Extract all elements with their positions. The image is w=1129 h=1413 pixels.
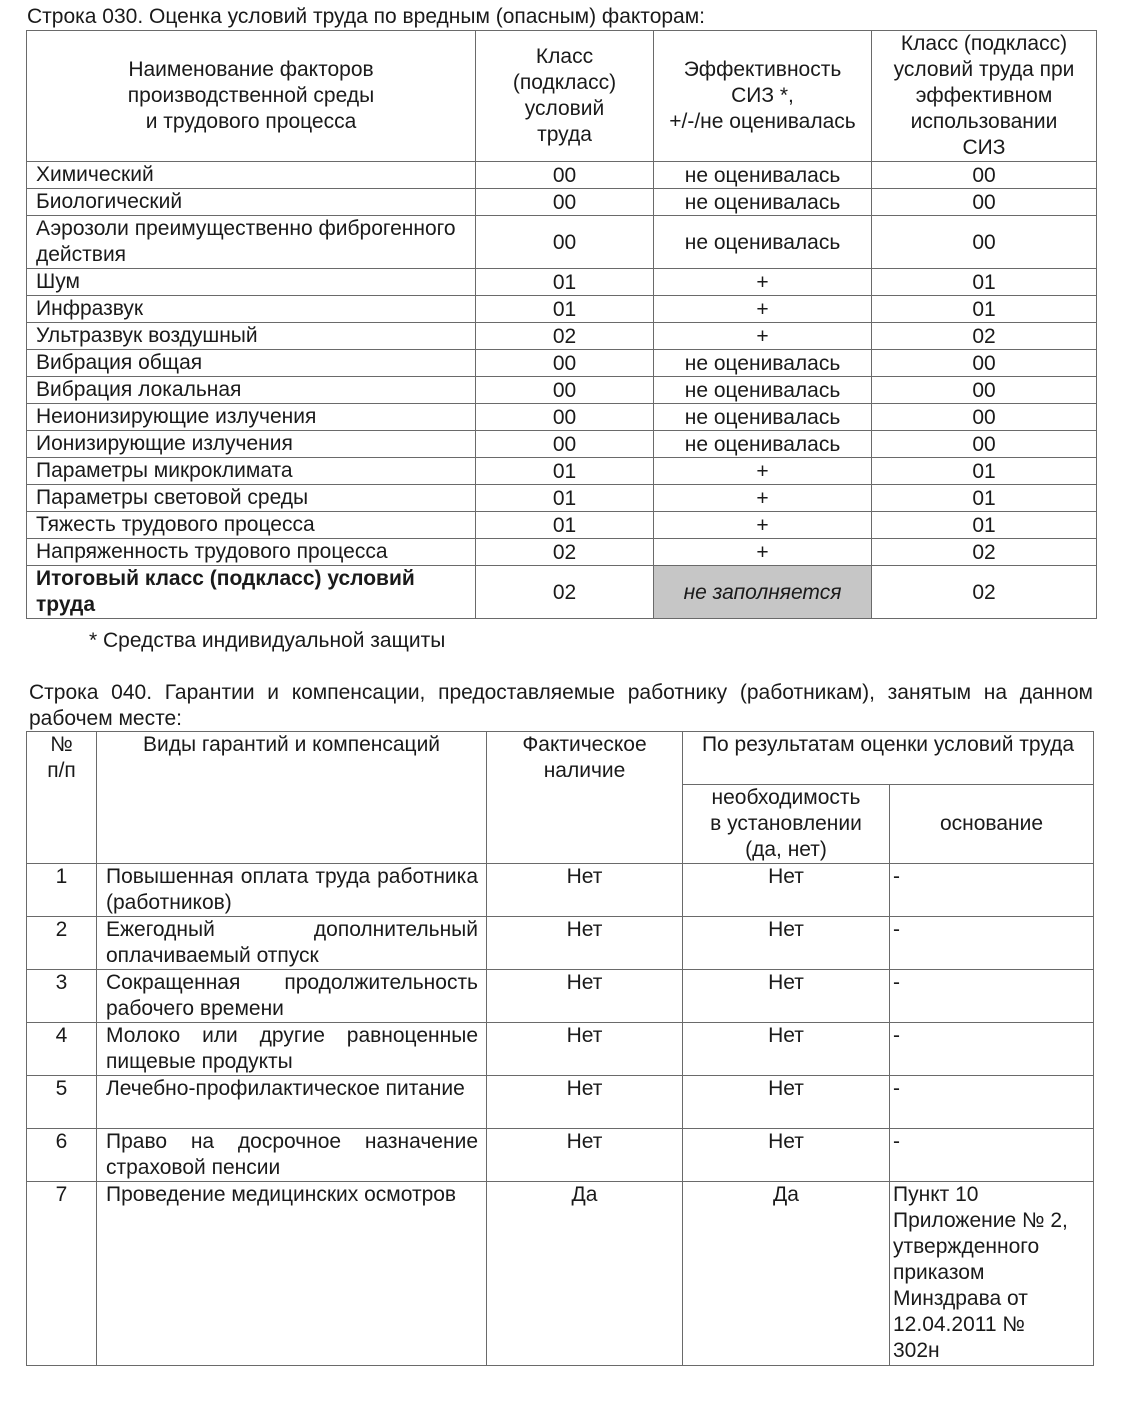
factor-class-ppe: 02	[872, 323, 1097, 350]
factor-class: 01	[476, 296, 654, 323]
guarantee-necessity: Да	[683, 1182, 890, 1366]
factor-name: Неионизирующие излучения	[27, 404, 476, 431]
factor-class-ppe: 00	[872, 404, 1097, 431]
factor-efficiency: +	[654, 458, 872, 485]
guarantee-basis: Пункт 10 Приложение № 2, утвержденного приказом Минздрава от 12.04.2011 № 302н	[890, 1182, 1094, 1366]
factor-name: Напряженность трудового процесса	[27, 539, 476, 566]
guarantee-actual: Нет	[487, 917, 683, 970]
factor-row	[27, 323, 1097, 350]
factor-class-ppe: 02	[872, 539, 1097, 566]
factor-name: Вибрация общая	[27, 350, 476, 377]
factor-row	[27, 458, 1097, 485]
header-class: Класс (подкласс) условий труда	[476, 31, 654, 162]
factor-row	[27, 539, 1097, 566]
factor-row	[27, 162, 1097, 189]
factor-name: Инфразвук	[27, 296, 476, 323]
factor-efficiency: +	[654, 512, 872, 539]
header-ppe-efficiency: Эффективность СИЗ *, +/-/не оценивалась	[654, 31, 872, 162]
factor-class-ppe: 00	[872, 431, 1097, 458]
guarantee-number: 1	[27, 864, 97, 917]
factor-efficiency: не оценивалась	[654, 404, 872, 431]
guarantee-actual: Да	[487, 1182, 683, 1366]
header-guarantee-kind: Виды гарантий и компенсаций	[97, 732, 487, 864]
header-necessity: необходимость в установлении (да, нет)	[683, 785, 890, 864]
guarantee-necessity: Нет	[683, 864, 890, 917]
factor-efficiency: не оценивалась	[654, 431, 872, 458]
factor-class: 00	[476, 189, 654, 216]
guarantee-number: 3	[27, 970, 97, 1023]
factor-row	[27, 296, 1097, 323]
factor-efficiency: +	[654, 323, 872, 350]
guarantee-basis: -	[890, 1129, 1094, 1182]
factor-class: 02	[476, 539, 654, 566]
factor-efficiency: +	[654, 485, 872, 512]
guarantee-basis: -	[890, 1076, 1094, 1129]
guarantee-actual: Нет	[487, 1129, 683, 1182]
guarantee-actual: Нет	[487, 970, 683, 1023]
factor-name: Параметры микроклимата	[27, 458, 476, 485]
factor-row	[27, 350, 1097, 377]
factor-name: Биологический	[27, 189, 476, 216]
header-number: № п/п	[27, 732, 97, 864]
factors-header-row	[27, 31, 1097, 162]
factor-class: 00	[476, 377, 654, 404]
factor-efficiency: не оценивалась	[654, 350, 872, 377]
factor-class: 01	[476, 512, 654, 539]
factor-name: Ультразвук воздушный	[27, 323, 476, 350]
factor-class: 02	[476, 323, 654, 350]
guarantee-basis: -	[890, 970, 1094, 1023]
factor-row	[27, 216, 1097, 269]
factor-class: 01	[476, 269, 654, 296]
guarantee-row	[27, 1023, 1094, 1076]
factor-class-ppe: 00	[872, 189, 1097, 216]
factor-name: Вибрация локальная	[27, 377, 476, 404]
guarantee-row	[27, 864, 1094, 917]
factor-row	[27, 189, 1097, 216]
guarantee-basis: -	[890, 917, 1094, 970]
factor-name: Химический	[27, 162, 476, 189]
factor-row	[27, 269, 1097, 296]
factor-class-ppe: 00	[872, 162, 1097, 189]
factor-efficiency: не оценивалась	[654, 162, 872, 189]
factor-class-ppe: 01	[872, 296, 1097, 323]
factor-efficiency: +	[654, 539, 872, 566]
guarantee-necessity: Нет	[683, 1129, 890, 1182]
guarantee-actual: Нет	[487, 1023, 683, 1076]
total-row	[27, 566, 1097, 619]
factor-efficiency: не оценивалась	[654, 189, 872, 216]
factor-class-ppe: 01	[872, 485, 1097, 512]
header-by-results: По результатам оценки условий труда	[683, 732, 1094, 785]
factor-class-ppe: 01	[872, 458, 1097, 485]
factor-class: 01	[476, 485, 654, 512]
guarantee-row	[27, 1076, 1094, 1129]
factor-class: 00	[476, 216, 654, 269]
guarantee-number: 4	[27, 1023, 97, 1076]
factors-table	[26, 30, 1097, 619]
header-factor-name: Наименование факторов производственной среды и трудового процесса	[27, 31, 476, 162]
total-class: 02	[476, 566, 654, 619]
header-basis: основание	[890, 785, 1094, 864]
guarantee-number: 7	[27, 1182, 97, 1366]
guarantee-necessity: Нет	[683, 917, 890, 970]
header-actual-presence: Фактическое наличие	[487, 732, 683, 864]
factor-class: 00	[476, 162, 654, 189]
guarantees-table	[26, 731, 1094, 1366]
guarantee-kind: Лечебно-профилактическое питание	[97, 1076, 487, 1129]
factor-class-ppe: 00	[872, 350, 1097, 377]
guarantee-row	[27, 1129, 1094, 1182]
factor-efficiency: +	[654, 269, 872, 296]
header-class-with-ppe: Класс (подкласс) условий труда при эффективном использовании СИЗ	[872, 31, 1097, 162]
factor-class-ppe: 01	[872, 512, 1097, 539]
guarantee-actual: Нет	[487, 864, 683, 917]
guarantee-kind: Проведение медицинских осмотров	[97, 1182, 487, 1366]
guarantee-basis: -	[890, 864, 1094, 917]
factor-efficiency: не оценивалась	[654, 216, 872, 269]
factor-class: 00	[476, 350, 654, 377]
guarantee-number: 2	[27, 917, 97, 970]
guarantee-kind: Повышенная оплата труда работника (работников)	[97, 864, 487, 917]
factor-efficiency: +	[654, 296, 872, 323]
factor-class-ppe: 01	[872, 269, 1097, 296]
guarantee-kind: Ежегодный дополнительный оплачиваемый отпуск	[97, 917, 487, 970]
guarantee-row	[27, 917, 1094, 970]
guarantee-necessity: Нет	[683, 970, 890, 1023]
factor-name: Шум	[27, 269, 476, 296]
factor-row	[27, 431, 1097, 458]
factor-row	[27, 485, 1097, 512]
guarantee-row	[27, 970, 1094, 1023]
factor-name: Аэрозоли преимущественно фиброгенного действия	[27, 216, 476, 269]
factor-class: 00	[476, 404, 654, 431]
total-efficiency: не заполняется	[654, 566, 872, 619]
total-label: Итоговый класс (подкласс) условий труда	[27, 566, 476, 619]
guarantee-necessity: Нет	[683, 1023, 890, 1076]
factor-name: Параметры световой среды	[27, 485, 476, 512]
section-040-caption: Строка 040. Гарантии и компенсации, предоставляемые работнику (работникам), занятым на данном рабочем месте:	[29, 681, 1093, 730]
guarantee-basis: -	[890, 1023, 1094, 1076]
guarantees-header-row	[27, 732, 1094, 785]
section-030-caption: Строка 030. Оценка условий труда по вредным (опасным) факторам:	[27, 5, 705, 28]
guarantee-row	[27, 1182, 1094, 1366]
factor-class-ppe: 00	[872, 377, 1097, 404]
guarantee-actual: Нет	[487, 1076, 683, 1129]
factor-class: 00	[476, 431, 654, 458]
guarantee-kind: Сокращенная продолжительность рабочего времени	[97, 970, 487, 1023]
guarantee-kind: Молоко или другие равноценные пищевые продукты	[97, 1023, 487, 1076]
factor-row	[27, 512, 1097, 539]
total-class-ppe: 02	[872, 566, 1097, 619]
guarantee-necessity: Нет	[683, 1076, 890, 1129]
guarantee-kind: Право на досрочное назначение страховой пенсии	[97, 1129, 487, 1182]
guarantee-number: 5	[27, 1076, 97, 1129]
factor-class: 01	[476, 458, 654, 485]
guarantee-number: 6	[27, 1129, 97, 1182]
factor-efficiency: не оценивалась	[654, 377, 872, 404]
factor-row	[27, 404, 1097, 431]
factor-name: Тяжесть трудового процесса	[27, 512, 476, 539]
factor-class-ppe: 00	[872, 216, 1097, 269]
factor-name: Ионизирующие излучения	[27, 431, 476, 458]
factor-row	[27, 377, 1097, 404]
ppe-footnote: * Средства индивидуальной защиты	[89, 629, 446, 652]
